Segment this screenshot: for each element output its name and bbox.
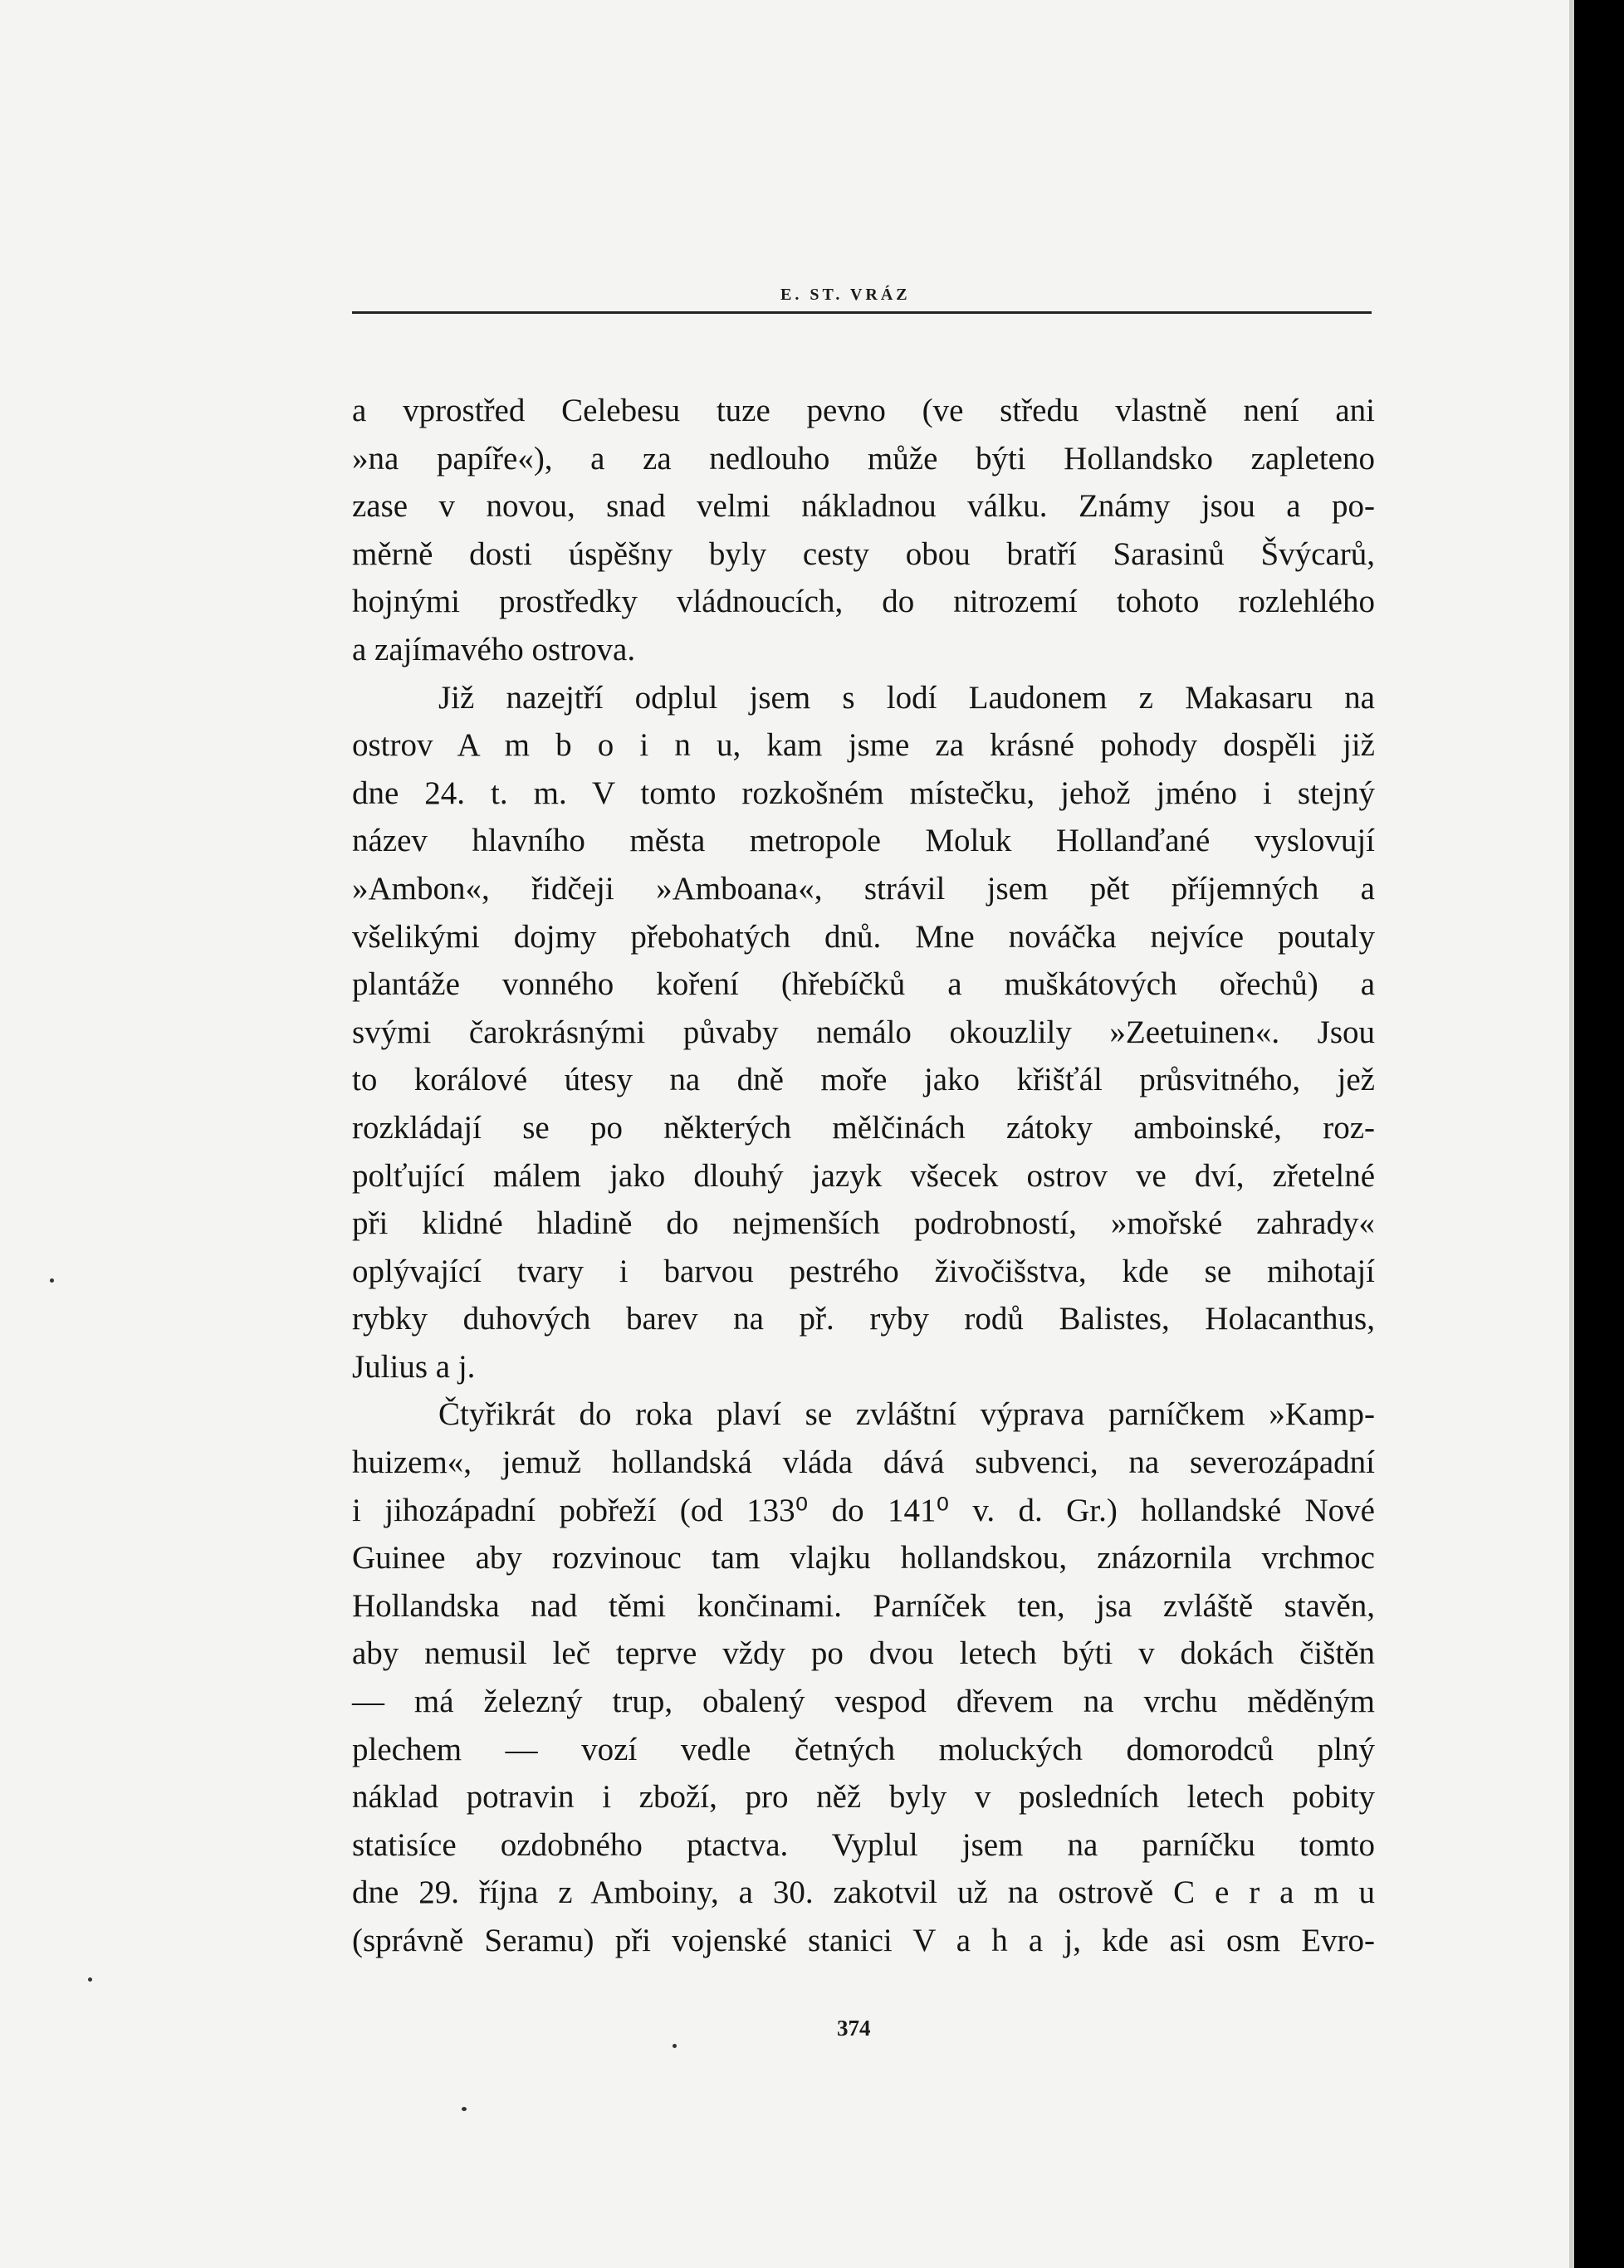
text-line: dne 29. října z Amboiny, a 30. zakotvil už na ostrově C e r a m u bbox=[352, 1875, 1375, 1911]
text-line: náklad potravin i zboží, pro něž byly v posledních letech pobity bbox=[352, 1779, 1375, 1816]
page-number: 374 bbox=[837, 2016, 871, 2041]
text-line: »Ambon«, řidčeji »Amboana«, strávil jsem pět příjemných a bbox=[352, 870, 1375, 907]
text-line: zase v novou, snad velmi nákladnou válku. Známy jsou a po- bbox=[352, 488, 1375, 525]
text-line: Guinee aby rozvinouc tam vlajku hollandskou, znázornila vrchmoc bbox=[352, 1540, 1375, 1576]
text-line: »na papíře«), a za nedlouho může býti Hollandsko zapleteno bbox=[352, 440, 1375, 477]
running-head: E. ST. VRÁZ bbox=[780, 286, 911, 304]
text-line: všelikými dojmy přebohatých dnů. Mne nováčka nejvíce poutaly bbox=[352, 918, 1375, 955]
text-line: Již nazejtří odplul jsem s lodí Laudonem z Makasaru na bbox=[438, 679, 1375, 716]
scan-speck bbox=[673, 2044, 677, 2048]
text-line: (správně Seramu) při vojenské stanici V a h a j, kde asi osm Evro- bbox=[352, 1923, 1375, 1958]
text-line: měrně dosti úspěšny byly cesty obou bratří Sarasinů Švýcarů, bbox=[352, 535, 1375, 572]
text-line: hojnými prostředky vládnoucích, do nitrozemí tohoto rozlehlého bbox=[352, 584, 1375, 620]
text-line: to korálové útesy na dně moře jako křišťál průsvitného, jež bbox=[352, 1062, 1375, 1098]
body-text bbox=[352, 387, 1375, 1965]
text-line: rozkládají se po některých mělčinách zátoky amboinské, roz- bbox=[352, 1109, 1375, 1146]
text-line: svými čarokrásnými půvaby nemálo okouzlily »Zeetuinen«. Jsou bbox=[352, 1014, 1375, 1050]
text-line: oplývající tvary i barvou pestrého živočišstva, kde se mihotají bbox=[352, 1253, 1375, 1289]
text-line: — má železný trup, obalený vespod dřevem na vrchu měděným bbox=[352, 1684, 1375, 1720]
text-line: i jihozápadní pobřeží (od 133⁰ do 141⁰ v. d. Gr.) hollandské Nové bbox=[352, 1492, 1375, 1528]
text-line: statisíce ozdobného ptactva. Vyplul jsem na parníčku tomto bbox=[352, 1826, 1375, 1863]
text-line: huizem«, jemuž hollandská vláda dává subvenci, na severozápadní bbox=[352, 1444, 1375, 1481]
text-line: ostrov A m b o i n u, kam jsme za krásné pohody dospěli již bbox=[352, 727, 1375, 764]
scan-speck bbox=[50, 1278, 54, 1283]
text-line: dne 24. t. m. V tomto rozkošném místečku, jehož jméno i stejný bbox=[352, 775, 1375, 811]
scan-speck bbox=[88, 1977, 92, 1982]
page-edge bbox=[1569, 0, 1574, 2268]
text-line: rybky duhových barev na př. ryby rodů Balistes, Holacanthus, bbox=[352, 1301, 1375, 1337]
text-line: polťující málem jako dlouhý jazyk všecek ostrov ve dví, zřetelné bbox=[352, 1157, 1375, 1194]
text-line: název hlavního města metropole Moluk Hollanďané vyslovují bbox=[352, 823, 1375, 859]
text-line: Čtyřikrát do roka plaví se zvláštní výprava parníčkem »Kamp- bbox=[438, 1396, 1375, 1433]
text-line: a vprostřed Celebesu tuze pevno (ve středu vlastně není ani bbox=[352, 393, 1375, 428]
text-line: plechem — vozí vedle četných moluckých domorodců plný bbox=[352, 1731, 1375, 1767]
scan-speck bbox=[462, 2107, 467, 2111]
text-line: při klidné hladině do nejmenších podrobností, »mořské zahrady« bbox=[352, 1205, 1375, 1242]
text-line: Hollandska nad těmi končinami. Parníček ten, jsa zvláště stavěn, bbox=[352, 1587, 1375, 1624]
header-rule bbox=[352, 311, 1372, 314]
text-line: Julius a j. bbox=[352, 1348, 476, 1385]
text-line: a zajímavého ostrova. bbox=[352, 631, 636, 667]
text-line: plantáže vonného koření (hřebíčků a muškátových ořechů) a bbox=[352, 966, 1375, 1003]
text-line: aby nemusil leč teprve vždy po dvou letech býti v dokách čištěn bbox=[352, 1635, 1375, 1672]
